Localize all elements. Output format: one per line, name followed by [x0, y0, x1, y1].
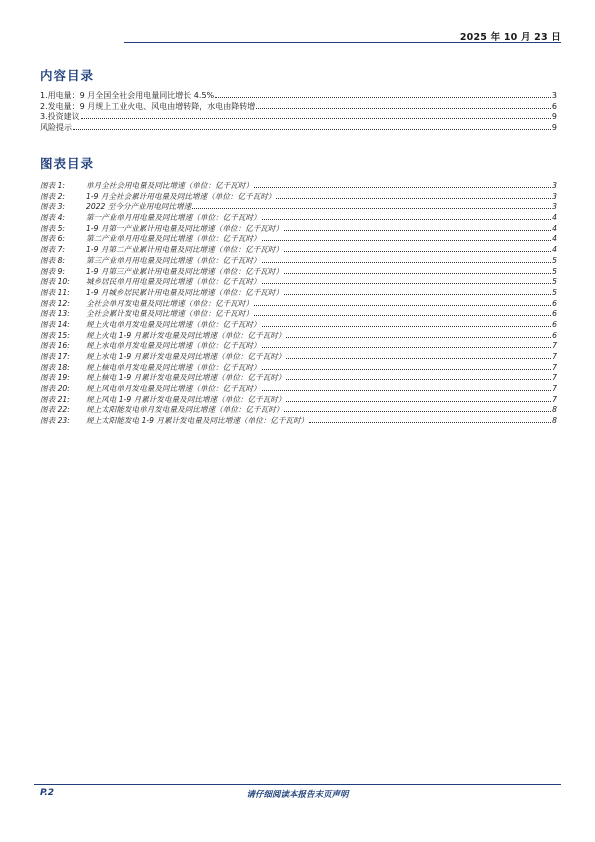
figure-title: 1-9 月第三产业累计用电量及同比增速（单位：亿千瓦时） [86, 266, 284, 276]
figure-title: 规上水电单月发电量及同比增速（单位：亿千瓦时） [86, 341, 261, 351]
figure-number: 图表 10: [40, 277, 70, 287]
figure-title: 1-9 月城乡居民累计用电量及同比增速（单位：亿千瓦时） [86, 287, 284, 297]
figure-title: 单月全社会用电量及同比增速（单位：亿千瓦时） [86, 181, 254, 190]
dot-leader [262, 319, 552, 327]
figure-toc-entry[interactable] [40, 201, 557, 212]
figures-title: 图表目录 [40, 156, 95, 171]
figure-toc-entry[interactable] [40, 223, 557, 234]
dot-leader [284, 404, 551, 412]
figure-toc-entry[interactable] [40, 255, 557, 266]
header-rule [124, 42, 561, 43]
dot-leader [276, 191, 551, 199]
dot-leader [73, 122, 551, 130]
figure-toc-entry[interactable] [40, 319, 557, 330]
figure-page: 5 [552, 255, 557, 265]
contents-list [40, 90, 557, 133]
figure-title: 2022 至今分产业用电同比增速 [86, 202, 192, 212]
footer-disclaimer: 请仔细阅读本报告末页声明 [246, 790, 349, 800]
dot-leader [254, 298, 551, 306]
figure-page: 5 [552, 266, 557, 276]
toc-entry-label: 风险提示 [40, 123, 72, 133]
figure-page: 8 [552, 405, 557, 415]
figure-number: 图表 15: [40, 330, 70, 340]
toc-entry-page: 3 [551, 91, 557, 100]
figure-number: 图表 12: [40, 298, 70, 308]
figure-page: 8 [552, 416, 557, 426]
figure-number: 图表 22: [40, 405, 70, 415]
figure-page: 4 [552, 234, 557, 244]
figure-page: 4 [552, 223, 557, 233]
dot-leader [309, 415, 551, 423]
figure-page: 7 [552, 352, 557, 361]
figure-page: 5 [552, 277, 557, 287]
dot-leader [262, 233, 552, 241]
figure-toc-entry[interactable] [40, 351, 557, 362]
figure-toc-entry[interactable] [40, 180, 557, 191]
figure-number: 图表 16: [40, 341, 70, 351]
figure-title: 第二产业单月用电量及同比增速（单位：亿千瓦时） [86, 234, 261, 244]
figure-page: 7 [552, 362, 557, 372]
dot-leader [256, 101, 551, 109]
figure-number: 图表 1: [40, 181, 65, 190]
dot-leader [284, 223, 551, 231]
toc-entry-page: 6 [551, 101, 557, 111]
figure-toc-entry[interactable] [40, 298, 557, 309]
figure-toc-entry[interactable] [40, 372, 557, 383]
toc-entry-page: 9 [551, 123, 557, 133]
figure-title: 全社会单月发电量及同比增速（单位：亿千瓦时） [86, 298, 254, 308]
figure-page: 7 [552, 373, 557, 383]
dot-leader [262, 276, 552, 284]
dot-leader [262, 340, 552, 348]
dot-leader [262, 255, 552, 263]
figure-title: 全社会累计发电量及同比增速（单位：亿千瓦时） [86, 309, 254, 319]
figure-page: 3 [552, 202, 557, 212]
figure-toc-entry[interactable] [40, 212, 557, 223]
figure-number: 图表 2: [40, 191, 65, 201]
dot-leader [254, 308, 551, 316]
figure-toc-entry[interactable] [40, 266, 557, 277]
dot-leader [284, 244, 551, 252]
dot-leader [254, 180, 551, 188]
figure-number: 图表 23: [40, 416, 70, 426]
figure-toc-entry[interactable] [40, 362, 557, 373]
figure-title: 规上核电 1-9 月累计发电量及同比增速（单位：亿千瓦时） [86, 373, 286, 383]
figure-title: 第一产业单月用电量及同比增速（单位：亿千瓦时） [86, 213, 261, 223]
figure-page: 4 [552, 245, 557, 255]
report-date: 2025 年 10 月 23 日 [459, 32, 561, 43]
figure-page: 4 [552, 213, 557, 223]
figure-toc-entry[interactable] [40, 244, 557, 255]
figure-number: 图表 7: [40, 245, 65, 255]
figure-title: 规上火电 1-9 月累计发电量及同比增速（单位：亿千瓦时） [86, 330, 286, 340]
toc-entry-label: 1.用电量：9 月全国全社会用电量同比增长 4.5% [40, 91, 215, 100]
figure-toc-entry[interactable] [40, 340, 557, 351]
figure-number: 图表 21: [40, 394, 70, 404]
figure-title: 第三产业单月用电量及同比增速（单位：亿千瓦时） [86, 255, 261, 265]
figure-toc-entry[interactable] [40, 415, 557, 426]
footer-rule [34, 784, 561, 785]
figure-number: 图表 4: [40, 213, 65, 223]
dot-leader [192, 201, 551, 209]
toc-entry-label: 2.发电量：9 月规上工业火电、风电由增转降，水电由降转增 [40, 101, 256, 111]
figure-page: 7 [552, 394, 557, 404]
page-number: P.2 [40, 788, 54, 798]
figure-title: 规上火电单月发电量及同比增速（单位：亿千瓦时） [86, 319, 261, 329]
figure-number: 图表 8: [40, 255, 65, 265]
figure-number: 图表 9: [40, 266, 65, 276]
figure-toc-entry[interactable] [40, 330, 557, 341]
figure-toc-entry[interactable] [40, 308, 557, 319]
dot-leader [286, 372, 551, 380]
toc-entry[interactable] [40, 111, 557, 122]
figure-title: 1-9 月第二产业累计用电量及同比增速（单位：亿千瓦时） [86, 245, 284, 255]
figure-number: 图表 11: [40, 287, 70, 297]
figure-number: 图表 3: [40, 202, 65, 212]
figure-title: 规上风电单月发电量及同比增速（单位：亿千瓦时） [86, 384, 261, 394]
figure-toc-entry[interactable] [40, 191, 557, 202]
figure-title: 城乡居民单月用电量及同比增速（单位：亿千瓦时） [86, 277, 261, 287]
dot-leader [215, 90, 551, 98]
figure-toc-entry[interactable] [40, 383, 557, 394]
figure-title: 规上太阳能发电单月发电量及同比增速（单位：亿千瓦时） [86, 405, 284, 415]
figure-number: 图表 13: [40, 309, 70, 319]
dot-leader [262, 212, 552, 220]
figure-page: 6 [552, 319, 557, 329]
figure-number: 图表 18: [40, 362, 70, 372]
figure-page: 3 [552, 191, 557, 201]
contents-title: 内容目录 [40, 68, 95, 83]
figure-page: 7 [552, 384, 557, 394]
figure-page: 6 [552, 298, 557, 308]
figure-page: 5 [552, 287, 557, 297]
figure-page: 6 [552, 309, 557, 319]
dot-leader [262, 383, 552, 391]
figure-number: 图表 19: [40, 373, 70, 383]
dot-leader [262, 362, 552, 370]
figure-toc-entry[interactable] [40, 287, 557, 298]
figure-page: 7 [552, 341, 557, 351]
figure-number: 图表 17: [40, 352, 70, 361]
dot-leader [286, 394, 551, 402]
figure-title: 规上太阳能发电 1-9 月累计发电量及同比增速（单位：亿千瓦时） [86, 416, 309, 426]
figure-number: 图表 20: [40, 384, 70, 394]
figure-title: 1-9 月全社会累计用电量及同比增速（单位：亿千瓦时） [86, 191, 276, 201]
dot-leader [286, 330, 551, 338]
toc-entry-page: 9 [551, 112, 557, 122]
figure-toc-entry[interactable] [40, 233, 557, 244]
toc-entry[interactable] [40, 101, 557, 112]
toc-entry-label: 3.投资建议 [40, 112, 80, 122]
figure-toc-entry[interactable] [40, 404, 557, 415]
figure-page: 3 [552, 181, 557, 190]
dot-leader [286, 351, 551, 359]
figure-number: 图表 14: [40, 319, 70, 329]
figure-number: 图表 6: [40, 234, 65, 244]
figure-title: 规上水电 1-9 月累计发电量及同比增速（单位：亿千瓦时） [86, 352, 286, 361]
figures-list [40, 180, 557, 426]
figure-title: 1-9 月第一产业累计用电量及同比增速（单位：亿千瓦时） [86, 223, 284, 233]
figure-title: 规上风电 1-9 月累计发电量及同比增速（单位：亿千瓦时） [86, 394, 286, 404]
dot-leader [81, 111, 551, 119]
toc-entry[interactable] [40, 122, 557, 133]
dot-leader [284, 266, 551, 274]
figure-toc-entry[interactable] [40, 394, 557, 405]
dot-leader [284, 287, 551, 295]
figure-toc-entry[interactable] [40, 276, 557, 287]
figure-number: 图表 5: [40, 223, 65, 233]
figure-page: 6 [552, 330, 557, 340]
toc-entry[interactable] [40, 90, 557, 101]
figure-title: 规上核电单月发电量及同比增速（单位：亿千瓦时） [86, 362, 261, 372]
